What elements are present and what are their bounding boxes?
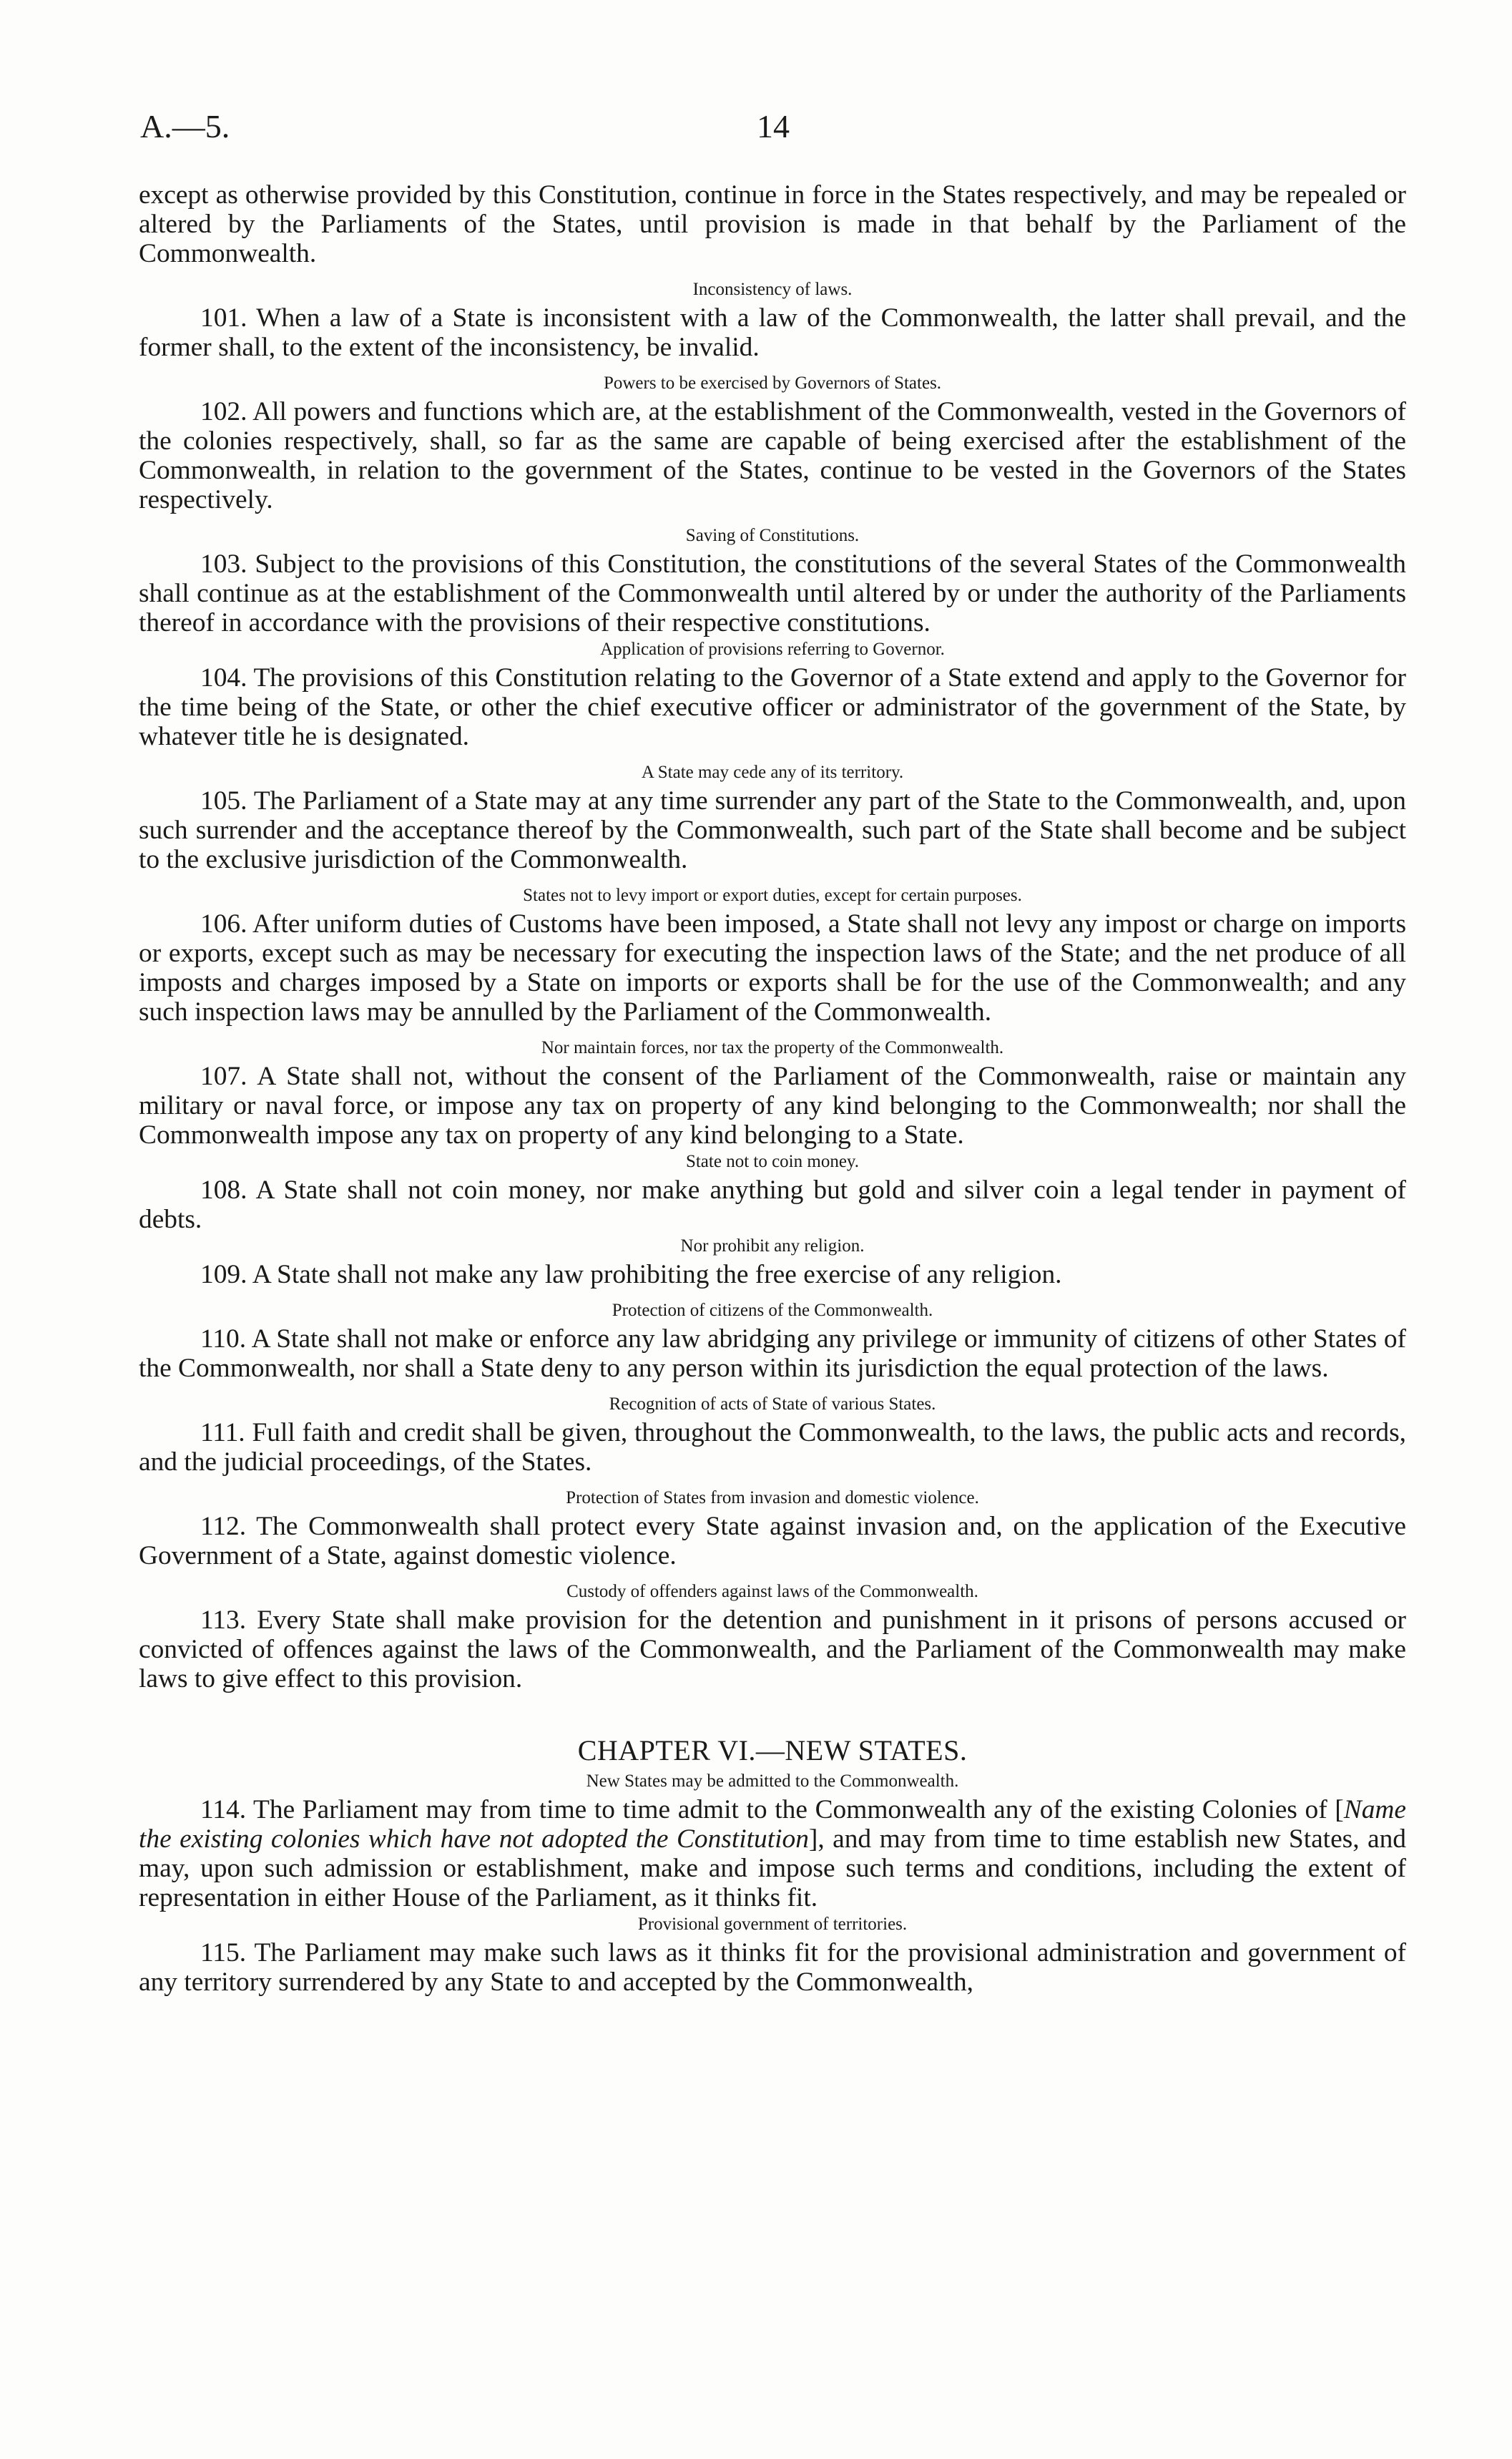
continued-paragraph: except as otherwise provided by this Constitution, continue in force in the States respectively, and may be repealed or altered by the Parliaments of the States, until provision is made in that behalf by the Parliament of the Commonwealth. <box>139 180 1406 268</box>
marginal-note: Recognition of acts of State of various States. <box>609 1394 936 1414</box>
section-number: 105. <box>200 786 247 816</box>
section-text: A State shall not coin money, nor make anything but gold and silver coin a legal tender in payment of debts. <box>139 1175 1406 1234</box>
section-text: The Commonwealth shall protect every State against invasion and, on the application of the Executive Government of a State, against domestic violence. <box>139 1512 1406 1570</box>
section-text: Every State shall make provision for the detention and punishment in it prisons of persons accused or convicted of offences against the laws of the Commonwealth, and the Parliament of the Commonwealth may make laws to give effect to this provision. <box>139 1605 1406 1693</box>
section-number: 109. <box>200 1260 247 1289</box>
section-number: 115. <box>200 1938 247 1967</box>
section-108 <box>139 1151 1406 1234</box>
section-text: The provisions of this Constitution relating to the Governor of a State extend and apply to the Governor for the time being of the State, or other the chief executive officer or administrator of the government of the State, by whatever title he is designated. <box>139 663 1406 751</box>
section-text-start: The Parliament may from time to time admit to the Commonwealth any of the existing Colonies of [ <box>253 1795 1344 1824</box>
section-text: After uniform duties of Customs have been imposed, a State shall not levy any impost or charge on imports or exports, except such as may be necessary for executing the inspection laws of the State; and the net produce of all imposts and charges imposed by a State on imports or exports shall be for the use of the Commonwealth; and any such inspection laws may be annulled by the Parliament of the Commonwealth. <box>139 909 1406 1027</box>
marginal-note: Provisional government of territories. <box>637 1915 908 1934</box>
page-number: 14 <box>757 108 790 145</box>
section-number: 101. <box>200 303 247 333</box>
marginal-note: Application of provisions referring to Governor. <box>600 640 945 659</box>
section-104 <box>139 639 1406 751</box>
marginal-note: Nor prohibit any religion. <box>680 1236 865 1256</box>
section-text-end: ], and may from time to time establish new States, and may, upon such admission or establishment, make and impose such terms and conditions, including the extent of representation in either House of the Parliament, as it thinks fit. <box>139 1824 1406 1912</box>
section-109 <box>139 1236 1406 1289</box>
section-102 <box>139 373 1406 514</box>
section-number: 110. <box>200 1324 247 1354</box>
marginal-note: Custody of offenders against laws of the Commonwealth. <box>566 1582 978 1601</box>
section-number: 106. <box>200 909 247 939</box>
section-number: 107. <box>200 1062 247 1091</box>
section-107 <box>139 1037 1406 1150</box>
marginal-note: Protection of citizens of the Commonwealth. <box>612 1301 933 1320</box>
marginal-note: Inconsistency of laws. <box>692 280 853 299</box>
section-number: 104. <box>200 663 247 693</box>
marginal-note: States not to levy import or export duties, except for certain purposes. <box>523 886 1022 905</box>
page-reference: A.—5. <box>140 108 230 145</box>
marginal-note: Nor maintain forces, nor tax the property of the Commonwealth. <box>541 1038 1004 1057</box>
page-header <box>140 107 1406 150</box>
section-text: A State shall not make or enforce any law abridging any privilege or immunity of citizens of other States of the Commonwealth, nor shall a State deny to any person within its jurisdiction the equal protection of the laws. <box>139 1324 1406 1383</box>
section-number: 103. <box>200 549 247 579</box>
section-114 <box>139 1771 1406 1912</box>
marginal-note: Saving of Constitutions. <box>685 526 860 545</box>
section-text: Subject to the provisions of this Constitution, the constitutions of the several States of the Commonwealth shall continue as at the establishment of the Commonwealth until altered by or under the authority of the Parliaments thereof in accordance with the provisions of their respective constitutions. <box>139 549 1406 637</box>
section-112 <box>139 1487 1406 1570</box>
section-106 <box>139 885 1406 1027</box>
section-110 <box>139 1300 1406 1383</box>
marginal-note: Protection of States from invasion and domestic violence. <box>566 1488 979 1507</box>
section-text: When a law of a State is inconsistent with a law of the Commonwealth, the latter shall prevail, and the former shall, to the extent of the inconsistency, be invalid. <box>139 303 1406 362</box>
marginal-note: A State may cede any of its territory. <box>641 763 904 782</box>
section-number: 112. <box>200 1512 247 1541</box>
section-text: All powers and functions which are, at the establishment of the Commonwealth, vested in the Governors of the colonies respectively, shall, so far as the same are capable of being exercised after the establishment of the Commonwealth, in relation to the government of the States, continue to be vested in the Governors of the States respectively. <box>139 397 1406 514</box>
section-101 <box>139 279 1406 362</box>
section-text: Full faith and credit shall be given, throughout the Commonwealth, to the laws, the public acts and records, and the judicial proceedings, of the States. <box>139 1418 1406 1477</box>
marginal-note: State not to coin money. <box>685 1152 860 1171</box>
section-text: A State shall not make any law prohibiting the free exercise of any religion. <box>252 1260 1062 1289</box>
chapter-heading: CHAPTER VI.—NEW STATES. <box>577 1734 968 1766</box>
section-105 <box>139 762 1406 874</box>
marginal-note: New States may be admitted to the Commonwealth. <box>586 1771 959 1791</box>
marginal-note: Powers to be exercised by Governors of States. <box>603 373 942 393</box>
document-body <box>139 180 1406 1997</box>
section-number: 108. <box>200 1175 247 1205</box>
section-111 <box>139 1394 1406 1477</box>
section-115 <box>139 1914 1406 1997</box>
section-103 <box>139 525 1406 637</box>
section-113 <box>139 1581 1406 1693</box>
section-text: The Parliament may make such laws as it thinks fit for the provisional administration and government of any territory surrendered by any State to and accepted by the Commonwealth, <box>139 1938 1406 1997</box>
section-number: 111. <box>200 1418 245 1447</box>
section-number: 102. <box>200 397 247 426</box>
section-text: A State shall not, without the consent of the Parliament of the Commonwealth, raise or maintain any military or naval force, or impose any tax on property of any kind belonging to the Commonwealth; nor shall the Commonwealth impose any tax on property of any kind belonging to a State. <box>139 1062 1406 1150</box>
section-text-italic: Name the existing colonies which have not adopted the Constitution <box>139 1795 1406 1854</box>
section-number: 114. <box>200 1795 247 1824</box>
section-number: 113. <box>200 1605 247 1635</box>
section-text: The Parliament of a State may at any time surrender any part of the State to the Commonwealth, and, upon such surrender and the acceptance thereof by the Commonwealth, such part of the State shall become and be subject to the exclusive jurisdiction of the Commonwealth. <box>139 786 1406 874</box>
